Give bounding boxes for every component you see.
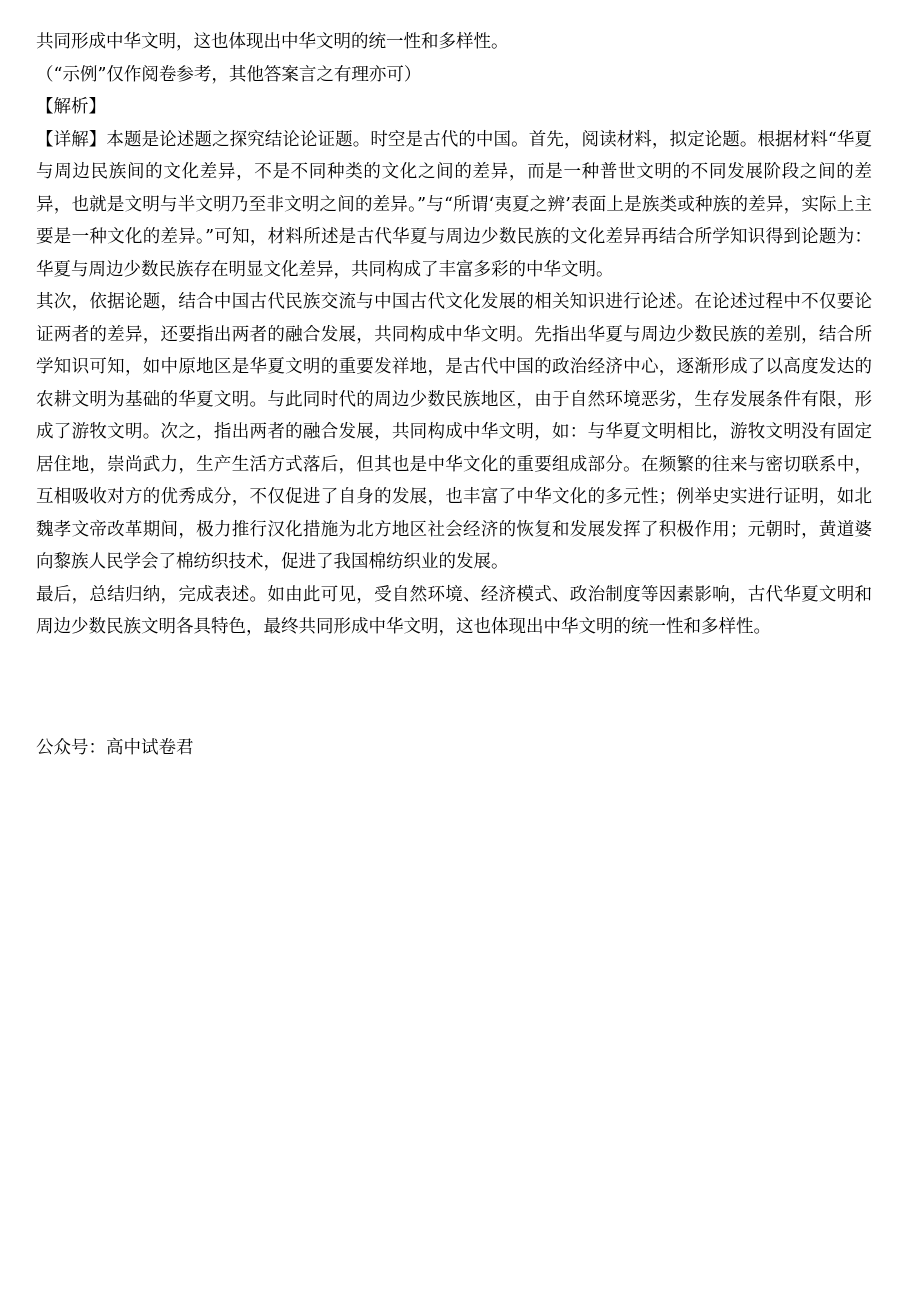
analysis-heading: 【解析】 — [36, 97, 106, 117]
detail-paragraph: 【详解】本题是论述题之探究结论论证题。时空是古代的中国。首先，阅读材料，拟定论题。根据材料“华夏与周边民族间的文化差异，不是不同种类的文化之间的差异，而是一种普世文明的不同发展阶段之间的差异，也就是文明与半文明乃至非文明之间的差异。”与“所谓‘夷夏之辨’表面上是族类或种族的差异，实际上主要是一种文化的差异。”可知，材料所述是古代华夏与周边少数民族的文化差异再结合所学知识得到论题为：华夏与周边少数民族存在明显文化差异，共同构成了丰富多彩的中华文明。 — [36, 129, 872, 280]
continuation-line: 共同形成中华文明，这也体现出中华文明的统一性和多样性。 — [36, 32, 509, 52]
spacer — [36, 644, 872, 732]
second-paragraph: 其次，依据论题，结合中国古代民族交流与中国古代文化发展的相关知识进行论述。在论述过程中不仅要论证两者的差异，还要指出两者的融合发展，共同构成中华文明。先指出华夏与周边少数民族的差别，结合所学知识可知，如中原地区是华夏文明的重要发祥地，是古代中国的政治经济中心，逐渐形成了以高度发达的农耕文明为基础的华夏文明。与此同时代的周边少数民族地区，由于自然环境恶劣，生存发展条件有限，形成了游牧文明。次之，指出两者的融合发展，共同构成中华文明，如：与华夏文明相比，游牧文明没有固定居住地，崇尚武力，生产生活方式落后，但其也是中华文化的重要组成部分。在频繁的往来与密切联系中，互相吸收对方的优秀成分，不仅促进了自身的发展，也丰富了中华文化的多元性；例举史实进行证明，如北魏孝文帝改革期间，极力推行汉化措施为北方地区社会经济的恢复和发展发挥了积极作用；元朝时，黄道婆向黎族人民学会了棉纺织技术，促进了我国棉纺织业的发展。 — [36, 292, 872, 572]
final-paragraph: 最后，总结归纳，完成表述。如由此可见，受自然环境、经济模式、政治制度等因素影响，古代华夏文明和周边少数民族文明各具特色，最终共同形成中华文明，这也体现出中华文明的统一性和多样性。 — [36, 584, 872, 637]
footer-credit: 公众号：高中试卷君 — [36, 737, 194, 758]
example-note: （“示例”仅作阅卷参考，其他答案言之有理亦可） — [36, 64, 422, 85]
document-body — [36, 26, 872, 764]
